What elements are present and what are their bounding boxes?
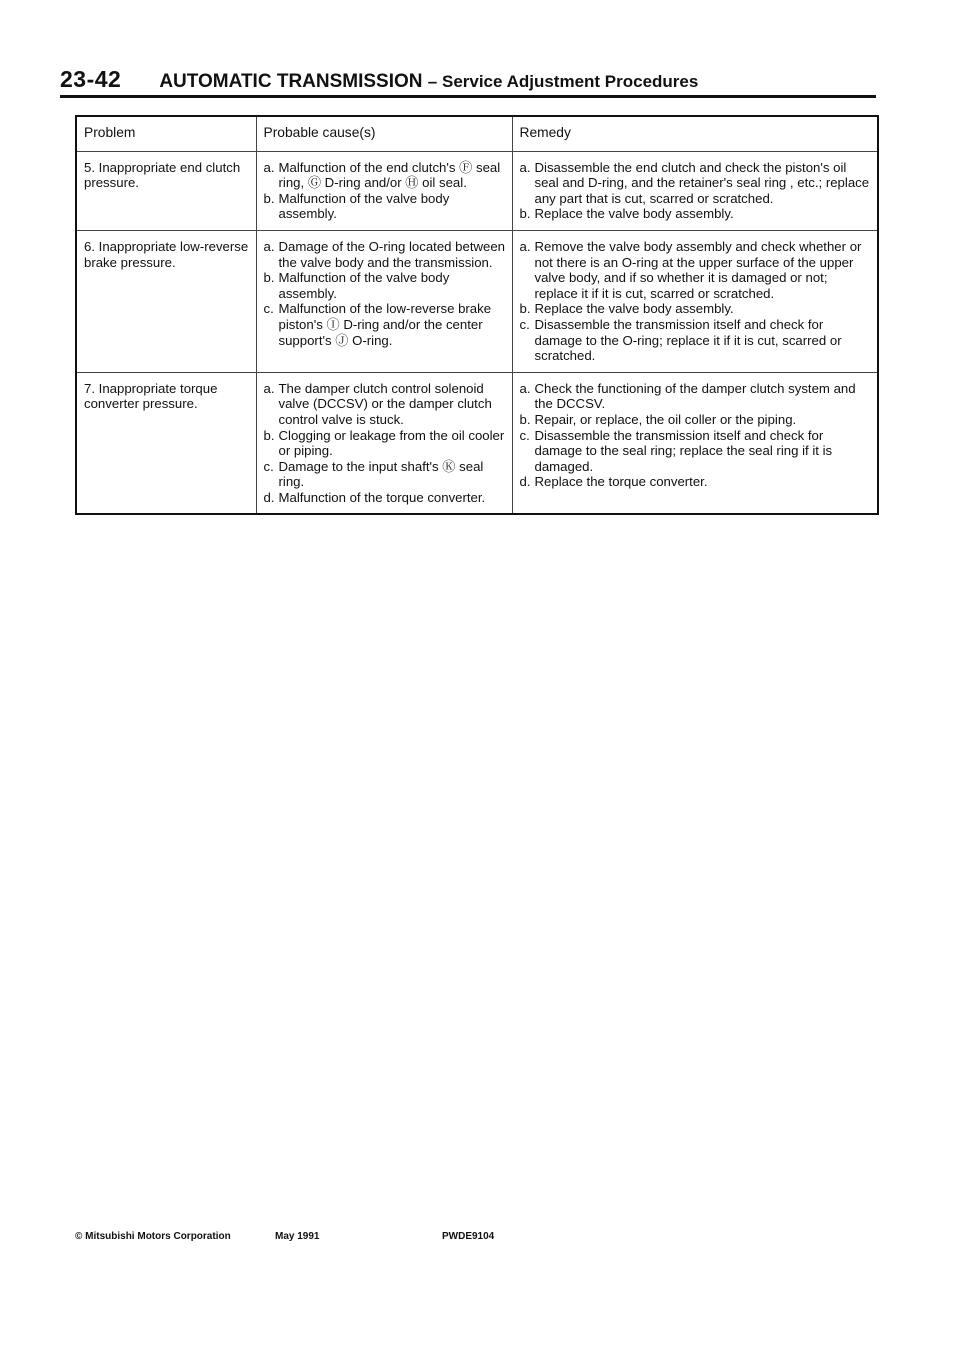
- item-text: Replace the valve body assembly.: [534, 301, 734, 317]
- item-text: Malfunction of the valve body assembly.: [278, 190, 450, 222]
- remedy-cell: [512, 230, 878, 372]
- item-label: a.: [263, 159, 275, 175]
- item-label: d.: [519, 474, 531, 490]
- problem-cell: [76, 372, 256, 514]
- causes-cell: [256, 151, 512, 230]
- item-text: Malfunction of the torque converter.: [278, 489, 486, 505]
- remedy-cell: [512, 151, 878, 230]
- item-label: c.: [519, 316, 530, 332]
- item-text: Malfunction of the low-reverse brake piston's Ⓘ D-ring and/or the center support's Ⓙ O-ring.: [278, 301, 492, 348]
- page-number: 23-42: [60, 66, 122, 92]
- item-text: Malfunction of the valve body assembly.: [278, 270, 450, 301]
- remedy-item: [520, 239, 874, 301]
- item-text: Disassemble the transmission itself and check for damage to the O-ring; replace it if it is cut, scarred or scratched.: [534, 316, 842, 364]
- remedy-item: [520, 206, 874, 222]
- remedy-item: [520, 412, 874, 428]
- cause-item: [264, 239, 508, 270]
- remedy-item: [520, 428, 874, 475]
- page-header: [60, 66, 876, 96]
- remedy-item: [520, 474, 874, 490]
- item-label: a.: [519, 380, 531, 396]
- item-label: c.: [263, 301, 274, 317]
- remedy-item: [520, 301, 874, 317]
- item-text: Disassemble the transmission itself and check for damage to the seal ring; replace the seal ring if it is damaged.: [534, 427, 833, 474]
- table-row: [76, 151, 878, 230]
- header-rule: [60, 95, 876, 98]
- item-label: b.: [519, 411, 531, 427]
- problem-cell: [76, 230, 256, 372]
- item-label: a.: [519, 238, 531, 254]
- item-label: a.: [263, 380, 275, 396]
- item-label: a.: [263, 238, 275, 254]
- item-label: c.: [263, 458, 274, 474]
- item-label: b.: [263, 190, 275, 206]
- item-label: b.: [263, 270, 275, 286]
- item-text: Damage of the O-ring located between the valve body and the transmission.: [278, 238, 506, 270]
- remedy-item: [520, 317, 874, 364]
- remedy-cell: [512, 372, 878, 514]
- troubleshooting-table: [75, 115, 879, 515]
- causes-cell: [256, 230, 512, 372]
- column-header-remedy: Remedy: [512, 116, 878, 151]
- problem-text: 5. Inappropriate end clutch pressure.: [84, 159, 241, 191]
- column-header-problem: Problem: [76, 116, 256, 151]
- cause-item: [264, 301, 508, 348]
- item-label: b.: [519, 206, 531, 222]
- problem-cell: [76, 151, 256, 230]
- cause-item: [264, 191, 508, 222]
- cause-item: [264, 160, 508, 191]
- item-text: Disassemble the end clutch and check the piston's oil seal and D-ring, and the retainer's seal ring , etc.; replace any part that is cut, scarred or scratched.: [534, 159, 870, 206]
- problem-text: 7. Inappropriate torque converter pressure.: [84, 380, 218, 412]
- cause-item: [264, 428, 508, 459]
- item-label: a.: [519, 159, 531, 175]
- item-text: Check the functioning of the damper clutch system and the DCCSV.: [534, 380, 856, 412]
- footer-code: PWDE9104: [442, 1231, 495, 1242]
- item-text: Malfunction of the end clutch's Ⓕ seal ring, Ⓖ D-ring and/or Ⓗ oil seal.: [278, 159, 501, 191]
- item-label: b.: [263, 427, 275, 443]
- causes-cell: [256, 372, 512, 514]
- item-text: Repair, or replace, the oil coller or the piping.: [534, 411, 797, 427]
- cause-item: [264, 490, 508, 506]
- item-label: c.: [519, 427, 530, 443]
- table-row: [76, 230, 878, 372]
- footer-date: May 1991: [275, 1231, 320, 1242]
- cause-item: [264, 381, 508, 428]
- table-header-row: [76, 116, 878, 151]
- item-text: Replace the torque converter.: [534, 474, 708, 490]
- cause-item: [264, 270, 508, 301]
- item-text: Remove the valve body assembly and check whether or not there is an O-ring at the upper surface of the upper valve body, and if so whether it is damaged or not; replace it if it is cut, scarred or scratched.: [534, 238, 862, 301]
- cause-item: [264, 459, 508, 490]
- page-title: [159, 71, 698, 93]
- item-text: The damper clutch control solenoid valve (DCCSV) or the damper clutch control valve is stuck.: [278, 380, 492, 427]
- section-title: AUTOMATIC TRANSMISSION: [159, 71, 423, 92]
- item-label: b.: [519, 301, 531, 317]
- column-header-causes: Probable cause(s): [256, 116, 512, 151]
- table-row: [76, 372, 878, 514]
- item-label: d.: [263, 489, 275, 505]
- section-subtitle: – Service Adjustment Procedures: [427, 72, 699, 91]
- footer-copyright: © Mitsubishi Motors Corporation: [75, 1231, 231, 1242]
- problem-text: 6. Inappropriate low-reverse brake pressure.: [84, 238, 249, 270]
- item-text: Damage to the input shaft's Ⓚ seal ring.: [278, 458, 484, 490]
- item-text: Replace the valve body assembly.: [534, 206, 734, 222]
- item-text: Clogging or leakage from the oil cooler or piping.: [278, 427, 505, 459]
- remedy-item: [520, 381, 874, 412]
- remedy-item: [520, 160, 874, 207]
